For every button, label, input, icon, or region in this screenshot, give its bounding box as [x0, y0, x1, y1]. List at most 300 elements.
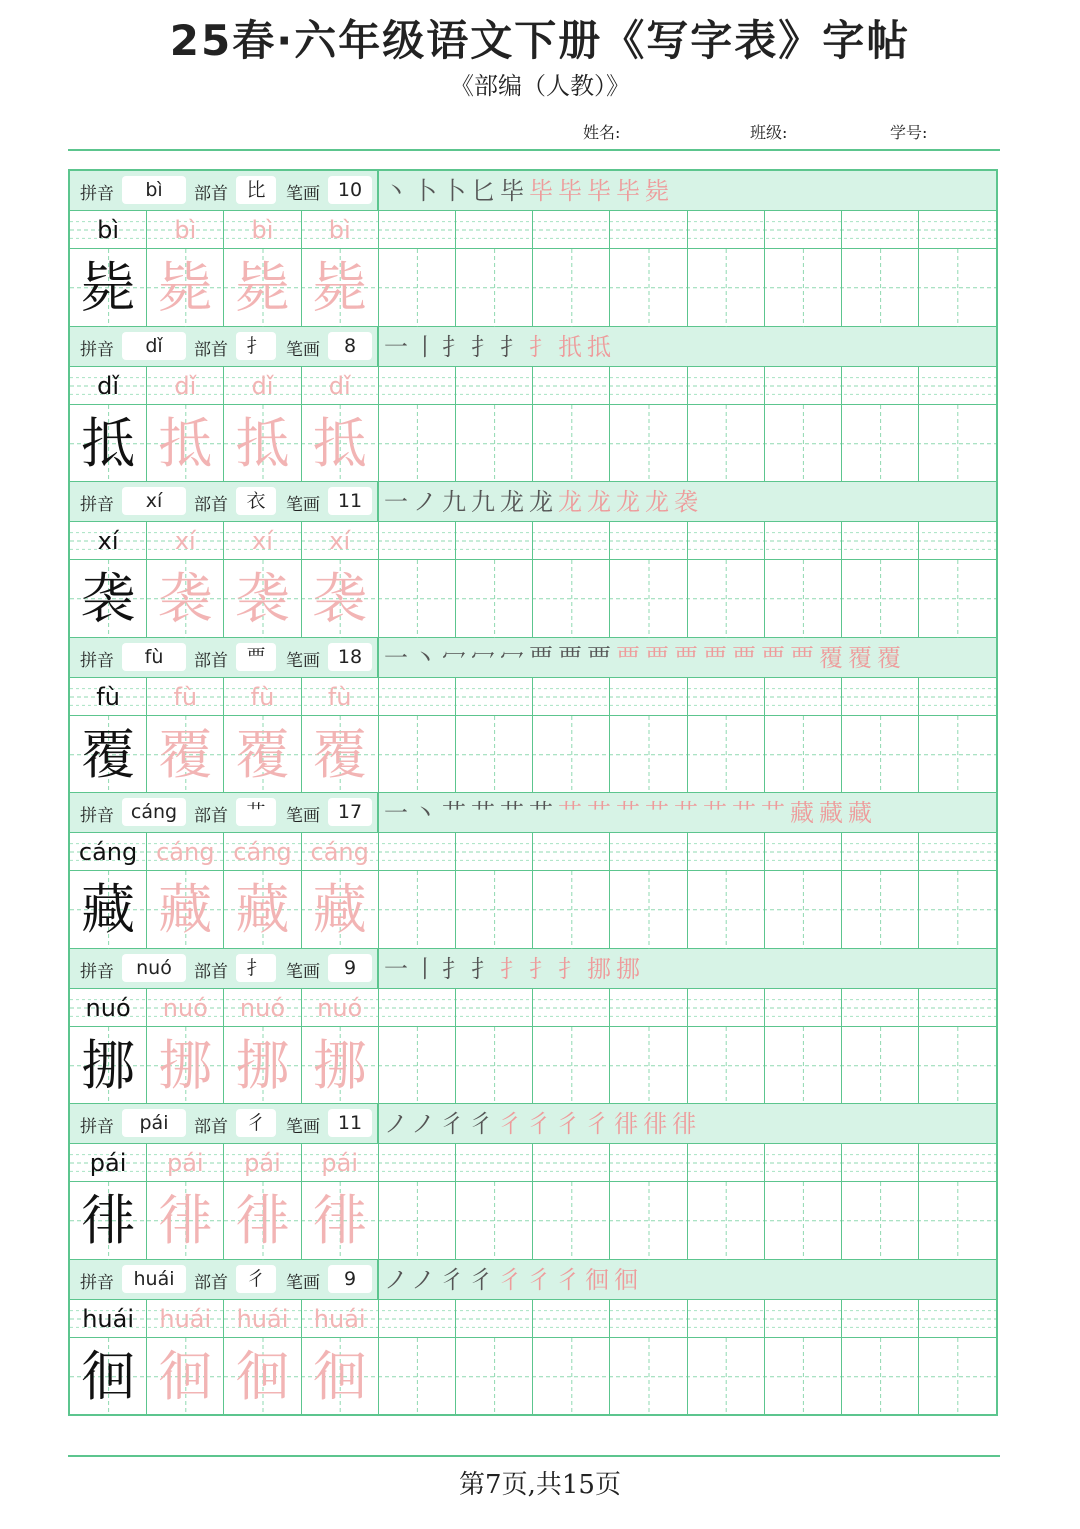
character-trace: 毙	[302, 249, 379, 326]
writing-cell	[842, 405, 919, 482]
writing-cell	[765, 1338, 842, 1415]
writing-cell	[688, 211, 765, 248]
pinyin-trace: nuó	[302, 989, 379, 1026]
writing-cell	[610, 871, 687, 948]
writing-cell	[610, 560, 687, 637]
stroke-step: 覀	[616, 643, 645, 672]
writing-cell	[456, 405, 533, 482]
writing-cell	[842, 678, 919, 715]
stroke-step: 艹	[500, 799, 529, 827]
stroke-step: ノ	[384, 1110, 412, 1138]
pinyin-trace: huái	[147, 1300, 224, 1337]
stroke-step: 彳	[440, 1265, 470, 1294]
pinyin-row	[70, 833, 996, 871]
info-strip	[70, 793, 996, 833]
pinyin-trace: xí	[224, 522, 301, 559]
pinyin-trace: dǐ	[302, 367, 379, 404]
strokes-label: 笔画	[286, 1117, 320, 1137]
pinyin-value: huái	[122, 1265, 186, 1293]
character-model: 挪	[70, 1027, 147, 1104]
character-trace: 袭	[147, 560, 224, 637]
character-block	[70, 171, 996, 327]
stroke-step: 扌	[471, 954, 500, 983]
stroke-step: 丶	[413, 799, 442, 827]
writing-cell	[610, 522, 687, 559]
stroke-step: 匕	[471, 177, 500, 205]
stroke-step: ノ	[413, 488, 442, 516]
character-block	[70, 1260, 996, 1416]
radical-label: 部首	[194, 184, 228, 204]
stroke-step: 艹	[471, 799, 500, 827]
writing-cell	[765, 678, 842, 715]
writing-cell	[610, 249, 687, 326]
character-trace: 徘	[302, 1182, 379, 1259]
pinyin-value: xí	[122, 487, 186, 515]
writing-cell	[765, 249, 842, 326]
pinyin-row	[70, 989, 996, 1027]
stroke-step: 彳	[469, 1265, 499, 1294]
stroke-step: 覀	[732, 643, 761, 672]
stroke-step: 徊	[585, 1265, 615, 1294]
character-block	[70, 482, 996, 638]
writing-cell	[379, 367, 456, 404]
strip-divider	[377, 949, 379, 989]
pinyin-value: nuó	[122, 954, 186, 982]
writing-cell	[842, 1027, 919, 1104]
pinyin-trace: fù	[224, 678, 301, 715]
writing-cell	[379, 249, 456, 326]
writing-cell	[456, 1182, 533, 1259]
character-trace: 袭	[302, 560, 379, 637]
stroke-step: 龙	[645, 488, 674, 516]
strokes-value: 8	[328, 332, 372, 360]
stroke-step: 藏	[848, 799, 877, 827]
pinyin-trace: cáng	[147, 833, 224, 870]
stroke-step: 龙	[558, 488, 587, 516]
stroke-order	[384, 1263, 643, 1297]
pinyin-model: fù	[70, 678, 147, 715]
stroke-step: 龙	[587, 488, 616, 516]
strokes-label: 笔画	[286, 339, 320, 360]
writing-cell	[533, 833, 610, 870]
writing-cell	[842, 833, 919, 870]
pinyin-model: bì	[70, 211, 147, 248]
writing-cell	[765, 833, 842, 870]
writing-cell	[533, 1300, 610, 1337]
stroke-step: 覆	[877, 643, 906, 672]
info-strip	[70, 1104, 996, 1144]
strokes-label: 笔画	[286, 495, 320, 515]
stroke-step: 彳	[527, 1265, 557, 1294]
writing-cell	[533, 1144, 610, 1181]
pinyin-label: 拼音	[80, 961, 114, 982]
writing-cell	[456, 716, 533, 793]
pinyin-trace: bì	[224, 211, 301, 248]
writing-cell	[610, 716, 687, 793]
writing-cell	[919, 871, 996, 948]
stroke-step: 覀	[761, 643, 790, 672]
writing-cell	[765, 211, 842, 248]
stroke-step: 覀	[645, 643, 674, 672]
writing-cell	[919, 560, 996, 637]
stroke-step: 扌	[471, 332, 500, 361]
writing-cell	[379, 678, 456, 715]
stroke-step: 龙	[529, 488, 558, 516]
writing-cell	[765, 405, 842, 482]
writing-cell	[842, 211, 919, 248]
top-rule	[68, 149, 1000, 151]
character-model: 覆	[70, 716, 147, 793]
stroke-step: 艹	[674, 799, 703, 827]
writing-cell	[919, 1338, 996, 1415]
writing-cell	[456, 1300, 533, 1337]
stroke-step: 艹	[703, 799, 732, 827]
stroke-step: 覆	[819, 643, 848, 672]
writing-cell	[919, 522, 996, 559]
radical-value: 比	[236, 176, 276, 204]
writing-cell	[533, 871, 610, 948]
stroke-step: 冖	[471, 643, 500, 672]
writing-cell	[688, 678, 765, 715]
character-trace: 抵	[147, 405, 224, 482]
radical-value: 扌	[236, 332, 276, 360]
writing-cell	[842, 367, 919, 404]
radical-label: 部首	[194, 650, 228, 671]
strokes-value: 9	[328, 954, 372, 982]
radical-label: 部首	[194, 1117, 228, 1137]
pinyin-trace: xí	[302, 522, 379, 559]
writing-cell	[765, 522, 842, 559]
writing-cell	[842, 249, 919, 326]
page-number: 第7页,共15页	[459, 1470, 621, 1500]
pinyin-trace: cáng	[224, 833, 301, 870]
stroke-step: 抵	[587, 332, 616, 361]
pinyin-label: 拼音	[80, 806, 114, 826]
writing-cell	[688, 1027, 765, 1104]
character-row	[70, 871, 996, 949]
character-row	[70, 560, 996, 638]
character-trace: 覆	[147, 716, 224, 793]
stroke-step: 扌	[442, 332, 471, 361]
writing-cell	[688, 716, 765, 793]
writing-cell	[765, 560, 842, 637]
writing-cell	[688, 833, 765, 870]
character-block	[70, 638, 996, 794]
writing-cell	[533, 249, 610, 326]
stroke-step: 艹	[442, 799, 471, 827]
writing-cell	[610, 405, 687, 482]
writing-cell	[919, 1182, 996, 1259]
pinyin-model: cáng	[70, 833, 147, 870]
writing-cell	[765, 1300, 842, 1337]
character-trace: 覆	[302, 716, 379, 793]
character-model: 抵	[70, 405, 147, 482]
stroke-step: 冖	[442, 643, 471, 672]
page-title: 25春·六年级语文下册《写字表》字帖	[169, 16, 911, 65]
pinyin-row	[70, 678, 996, 716]
writing-cell	[533, 1027, 610, 1104]
character-trace: 抵	[224, 405, 301, 482]
pinyin-trace: bì	[302, 211, 379, 248]
radical-label: 部首	[194, 806, 228, 826]
pinyin-trace: nuó	[147, 989, 224, 1026]
stroke-step: 覀	[703, 643, 732, 672]
writing-cell	[610, 678, 687, 715]
info-strip	[70, 171, 996, 211]
pinyin-row	[70, 1300, 996, 1338]
bottom-rule	[68, 1455, 1000, 1457]
stroke-step: 扺	[558, 332, 587, 361]
stroke-step: 卜	[413, 177, 442, 205]
pinyin-row	[70, 1144, 996, 1182]
character-trace: 覆	[224, 716, 301, 793]
pinyin-trace: pái	[302, 1144, 379, 1181]
student-number-label: 学号:	[890, 123, 928, 142]
stroke-step: 一	[384, 799, 413, 827]
strokes-label: 笔画	[286, 184, 320, 204]
stroke-step: 彳	[498, 1110, 528, 1138]
strokes-value: 18	[328, 643, 372, 671]
info-strip	[70, 638, 996, 678]
stroke-step: 龙	[500, 488, 529, 516]
writing-cell	[610, 1027, 687, 1104]
stroke-step: 扌	[529, 954, 558, 983]
radical-label: 部首	[194, 339, 228, 360]
stroke-step: 毕	[500, 177, 529, 205]
stroke-step: 藏	[819, 799, 848, 827]
pinyin-model: nuó	[70, 989, 147, 1026]
writing-cell	[842, 1338, 919, 1415]
writing-cell	[533, 522, 610, 559]
pinyin-value: pái	[122, 1109, 186, 1137]
stroke-step: 藏	[790, 799, 819, 827]
stroke-step: 彳	[556, 1110, 586, 1138]
pinyin-label: 拼音	[80, 650, 114, 671]
character-row	[70, 249, 996, 327]
character-row	[70, 1338, 996, 1416]
writing-cell	[610, 1182, 687, 1259]
writing-cell	[919, 678, 996, 715]
writing-cell	[765, 1027, 842, 1104]
pinyin-trace: cáng	[302, 833, 379, 870]
strip-divider	[377, 171, 379, 211]
pinyin-trace: fù	[302, 678, 379, 715]
character-block	[70, 949, 996, 1105]
stroke-step: 艹	[587, 799, 616, 827]
strokes-label: 笔画	[286, 650, 320, 671]
pinyin-label: 拼音	[80, 495, 114, 515]
stroke-step: 覀	[674, 643, 703, 672]
stroke-step: 袭	[674, 488, 703, 516]
practice-sheet	[68, 169, 998, 1416]
stroke-step: 扌	[529, 332, 558, 361]
stroke-step: 丶	[384, 177, 413, 205]
stroke-step: 丶	[413, 643, 442, 672]
writing-cell	[533, 1182, 610, 1259]
character-trace: 毙	[224, 249, 301, 326]
character-trace: 抵	[302, 405, 379, 482]
writing-cell	[919, 1144, 996, 1181]
writing-cell	[610, 1144, 687, 1181]
stroke-step: ノ	[384, 1265, 412, 1294]
stroke-step: 艹	[616, 799, 645, 827]
strokes-label: 笔画	[286, 1272, 320, 1293]
character-trace: 挪	[302, 1027, 379, 1104]
writing-cell	[610, 1338, 687, 1415]
writing-cell	[456, 871, 533, 948]
stroke-step: 丨	[413, 954, 442, 983]
stroke-step: 彳	[585, 1110, 615, 1138]
character-trace: 藏	[224, 871, 301, 948]
writing-cell	[688, 1300, 765, 1337]
pinyin-label: 拼音	[80, 1272, 114, 1293]
writing-cell	[919, 989, 996, 1026]
writing-cell	[688, 1338, 765, 1415]
stroke-order	[384, 174, 674, 208]
pinyin-trace: huái	[302, 1300, 379, 1337]
writing-cell	[765, 989, 842, 1026]
character-model: 袭	[70, 560, 147, 637]
character-model: 徊	[70, 1338, 147, 1415]
stroke-step: 毕	[616, 177, 645, 205]
character-trace: 袭	[224, 560, 301, 637]
strokes-value: 17	[328, 798, 372, 826]
writing-cell	[379, 1144, 456, 1181]
strokes-value: 10	[328, 176, 372, 204]
character-block	[70, 327, 996, 483]
writing-cell	[610, 1300, 687, 1337]
writing-cell	[919, 367, 996, 404]
character-block	[70, 1104, 996, 1260]
radical-value: 扌	[236, 954, 276, 982]
stroke-step: 毙	[645, 177, 674, 205]
pinyin-trace: pái	[224, 1144, 301, 1181]
writing-cell	[842, 1182, 919, 1259]
character-row	[70, 1027, 996, 1105]
pinyin-trace: fù	[147, 678, 224, 715]
character-trace: 毙	[147, 249, 224, 326]
stroke-order	[384, 641, 906, 675]
writing-cell	[456, 560, 533, 637]
character-trace: 徊	[224, 1338, 301, 1415]
writing-cell	[379, 1182, 456, 1259]
character-model: 毙	[70, 249, 147, 326]
pinyin-trace: pái	[147, 1144, 224, 1181]
strokes-value: 9	[328, 1265, 372, 1293]
pinyin-label: 拼音	[80, 1117, 114, 1137]
stroke-step: 彳	[527, 1110, 557, 1138]
info-strip	[70, 327, 996, 367]
pinyin-row	[70, 367, 996, 405]
writing-cell	[456, 989, 533, 1026]
character-block	[70, 793, 996, 949]
stroke-step: 毕	[587, 177, 616, 205]
writing-cell	[533, 367, 610, 404]
writing-cell	[688, 522, 765, 559]
writing-cell	[919, 716, 996, 793]
pinyin-trace: dǐ	[147, 367, 224, 404]
stroke-order	[384, 952, 645, 986]
writing-cell	[688, 1182, 765, 1259]
writing-cell	[379, 211, 456, 248]
character-row	[70, 1182, 996, 1260]
stroke-step: 扌	[500, 954, 529, 983]
stroke-order	[384, 485, 703, 519]
character-trace: 挪	[224, 1027, 301, 1104]
strip-divider	[377, 1260, 379, 1300]
writing-cell	[842, 1144, 919, 1181]
stroke-step: 覀	[587, 643, 616, 672]
stroke-step: 覀	[529, 643, 558, 672]
stroke-order	[384, 330, 616, 364]
stroke-step: 徘	[672, 1110, 702, 1138]
writing-cell	[533, 560, 610, 637]
pinyin-row	[70, 522, 996, 560]
stroke-step: 毕	[558, 177, 587, 205]
writing-cell	[765, 716, 842, 793]
stroke-step: 扌	[558, 954, 587, 983]
writing-cell	[379, 1338, 456, 1415]
strokes-value: 11	[328, 487, 372, 515]
stroke-step: 一	[384, 643, 413, 672]
writing-cell	[842, 989, 919, 1026]
writing-cell	[379, 989, 456, 1026]
writing-cell	[919, 1027, 996, 1104]
stroke-step: ノ	[411, 1110, 441, 1138]
stroke-step: 扌	[500, 332, 529, 361]
character-trace: 藏	[147, 871, 224, 948]
info-strip	[70, 1260, 996, 1300]
stroke-step: 彳	[556, 1265, 586, 1294]
writing-cell	[688, 367, 765, 404]
writing-cell	[379, 560, 456, 637]
character-trace: 藏	[302, 871, 379, 948]
stroke-step: 挪	[616, 954, 645, 983]
stroke-step: 毕	[529, 177, 558, 205]
stroke-step: 艹	[732, 799, 761, 827]
stroke-step: 一	[384, 332, 413, 361]
writing-cell	[842, 522, 919, 559]
stroke-step: 挪	[587, 954, 616, 983]
radical-label: 部首	[194, 495, 228, 515]
strip-divider	[377, 638, 379, 678]
pinyin-trace: huái	[224, 1300, 301, 1337]
class-label: 班级:	[750, 123, 788, 142]
stroke-step: 覀	[790, 643, 819, 672]
writing-cell	[765, 367, 842, 404]
writing-cell	[379, 871, 456, 948]
stroke-step: 覀	[558, 643, 587, 672]
stroke-step: 艹	[645, 799, 674, 827]
pinyin-label: 拼音	[80, 339, 114, 360]
writing-cell	[533, 211, 610, 248]
strip-divider	[377, 1104, 379, 1144]
strip-divider	[377, 793, 379, 833]
stroke-step: 九	[471, 488, 500, 516]
stroke-step: 艹	[761, 799, 790, 827]
character-trace: 徘	[224, 1182, 301, 1259]
writing-cell	[456, 1144, 533, 1181]
writing-cell	[688, 1144, 765, 1181]
character-trace: 徊	[302, 1338, 379, 1415]
writing-cell	[765, 1182, 842, 1259]
stroke-step: 徘	[643, 1110, 673, 1138]
stroke-step: 一	[384, 954, 413, 983]
writing-cell	[533, 405, 610, 482]
writing-cell	[610, 989, 687, 1026]
strokes-label: 笔画	[286, 806, 320, 826]
writing-cell	[533, 716, 610, 793]
